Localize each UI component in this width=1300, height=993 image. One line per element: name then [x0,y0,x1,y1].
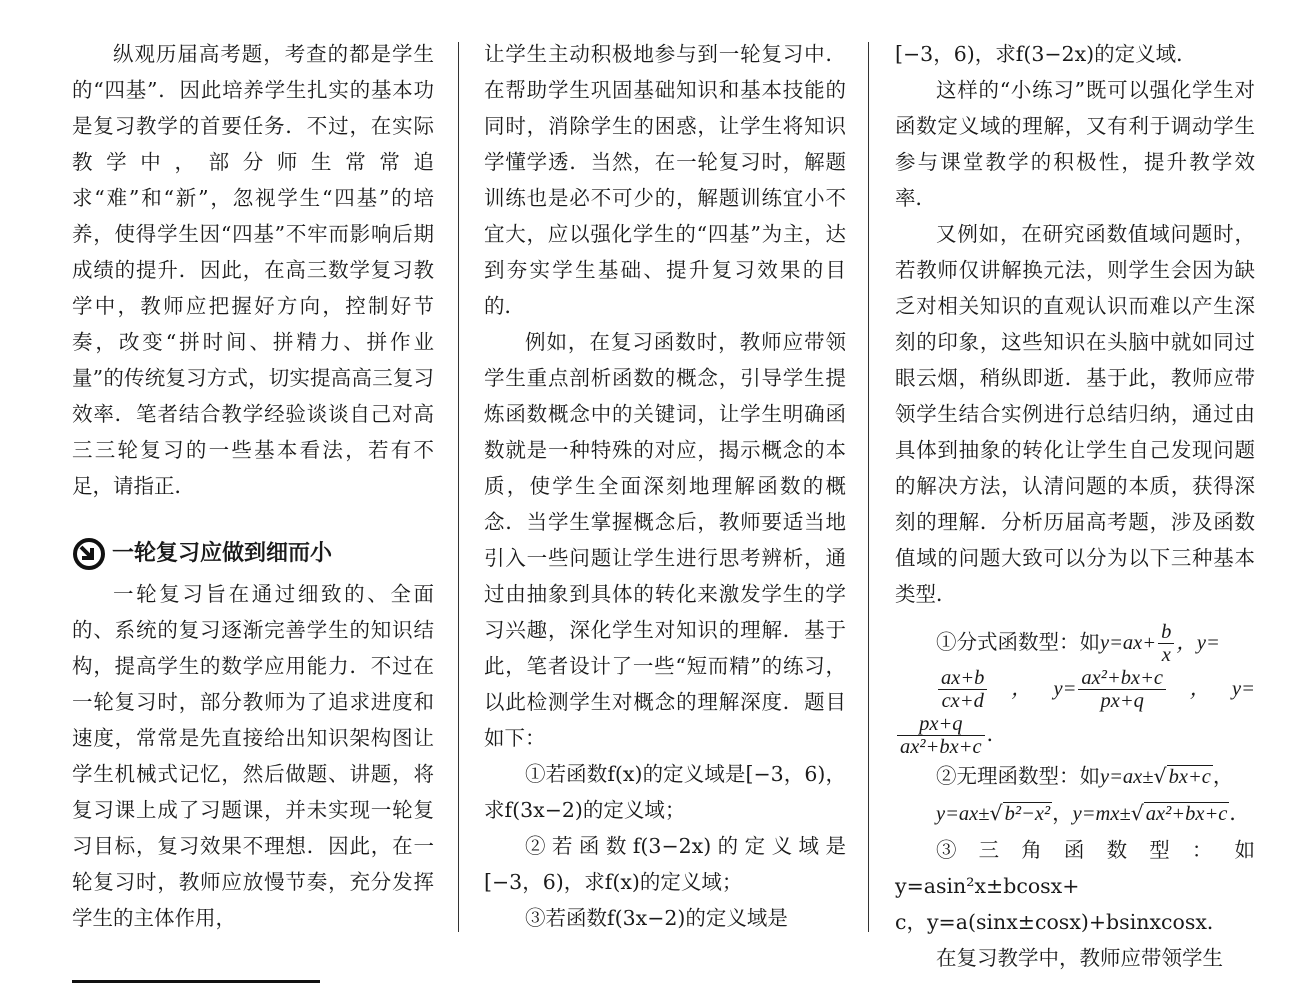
teaching-paragraph: 在复习教学中，教师应带领学生 [936,946,1223,970]
section-heading-text: 一轮复习应做到细而小 [112,541,333,566]
column-2 [484,36,846,936]
footnote-rule [72,980,320,983]
continuation-paragraph: 让学生主动积极地参与到一轮复习中．在帮助学生巩固基础知识和基本技能的同时，消除学生的困惑，让学生将知识学懂学透．当然，在一轮复习时，解题训练也是必不可少的，解题训练宜小不宜大，应以强化学生的“四基”为主，达到夯实学生基础、提升复习效果的目的． [484,42,846,318]
exercise-2: ②若函数f(3−2x)的定义域是[−3，6)，求f(x)的定义域； [484,834,846,894]
column-1 [72,36,434,936]
section-heading [72,534,434,574]
column-rule-right [868,42,869,932]
type-2-formulas: y=ax±√b²−x²，y=mx±√ax²+bx+c． [936,801,1250,825]
fraction-3: $\frac{px+q}{\text{ax²+bx+c}}$ [897,713,985,758]
intro-paragraph: 纵观历届高考题，考查的都是学生的“四基”．因此培养学生扎实的基本功是复习教学的首要任务．不过，在实际教学中，部分师生常常追求“难”和“新”，忽视学生“四基”的培养，使得学生因“四基”不牢而影响后期成绩的提升．因此，在高三数学复习教学中，教师应把握好方向，控制好节奏，改变“拼时间、拼精力、拼作业量”的传统复习方式，切实提高高三复习效率．笔者结合教学经验谈谈自己对高三三轮复习的一些基本看法，若有不足，请指正． [72,42,434,498]
practice-benefit-paragraph: 这样的“小练习”既可以强化学生对函数定义域的理解，又有利于调动学生参与课堂教学的积极性，提升教学效率． [895,78,1255,210]
type-2-irrational: ②无理函数型：如y=ax±√bx+c， [936,764,1234,788]
column-rule-left [458,42,459,932]
fraction-1: $\frac{ax+b}{cx+d}$ [938,667,987,712]
range-problem-paragraph: 又例如，在研究函数值域问题时，若教师仅讲解换元法，则学生会因为缺乏对相关知识的直观认识而难以产生深刻的印象，这些知识在头脑中就如同过眼云烟，稍纵即逝．基于此，教师应带领学生结合实例进行总结归纳，通过由具体到抽象的转化让学生自己发现问题的解决方法，认清问题的本质，获得深刻的理解．分析历届高考题，涉及函数值域的问题大致可以分为以下三种基本类型． [895,222,1255,606]
section-paragraph: 一轮复习旨在通过细致的、全面的、系统的复习逐渐完善学生的知识结构，提高学生的数学应用能力．不过在一轮复习时，部分教师为了追求进度和速度，常常是先直接给出知识架构图让学生机械式记忆，然后做题、讲题，将复习课上成了习题课，并未实现一轮复习目标，复习效果不理想．因此，在一轮复习时，教师应放慢节奏，充分发挥学生的主体作用， [72,582,434,930]
exercise-3-continued: [−3，6)，求f(3−2x)的定义域． [895,42,1197,66]
exercise-3: ③若函数f(3x−2)的定义域是 [525,906,788,930]
exercise-1: ①若函数f(x)的定义域是[−3，6)，求f(3x−2)的定义域； [484,762,846,822]
type-1-formulas: $\frac{ax+b}{cx+d}$ ，y= $\frac{\text{ax²+bx+c}}{px+q}$ ，y= $\frac{px+q}{\text{ax²+bx+c}}$ ． [895,666,1255,758]
type-1-fraction: ①分式函数型：如y=ax+ $\frac{b}{x}$ ，y= [936,621,1220,666]
type-3-trig: ③三角函数型：如y=asin²x±bcosx+ [895,838,1255,898]
section-arrow-icon [72,537,106,571]
fraction-b-over-x: $\frac{b}{x}$ [1158,621,1174,666]
fraction-2: $\frac{\text{ax²+bx+c}}{px+q}$ [1078,667,1166,712]
column-3 [895,36,1255,976]
type-3-trig-continued: c，y=a(sinx±cosx)+bsinxcosx． [895,910,1228,934]
function-example-paragraph: 例如，在复习函数时，教师应带领学生重点剖析函数的概念，引导学生提炼函数概念中的关键词，让学生明确函数就是一种特殊的对应，揭示概念的本质，使学生全面深刻地理解函数的概念．当学生掌握概念后，教师要适当地引入一些问题让学生进行思考辨析，通过由抽象到具体的转化来激发学生的学习兴趣，深化学生对知识的理解．基于此，笔者设计了一些“短而精”的练习，以此检测学生对概念的理解深度．题目如下： [484,330,846,750]
